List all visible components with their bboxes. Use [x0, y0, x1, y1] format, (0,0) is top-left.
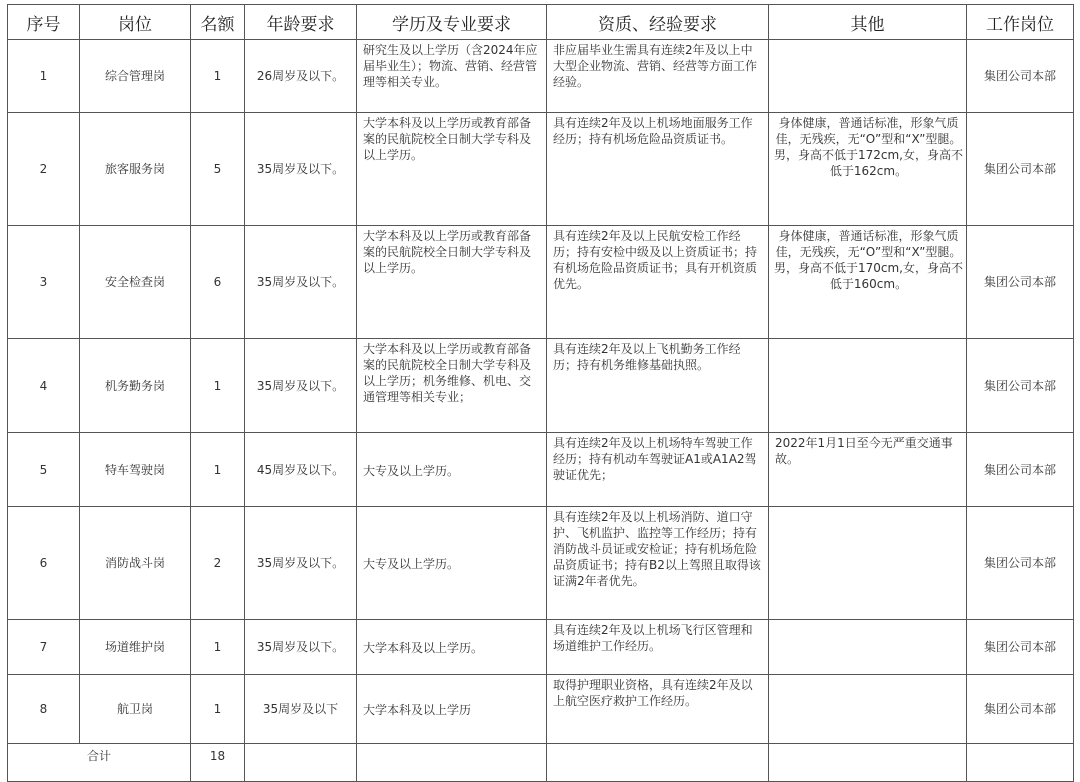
cell-education: 大学本科及以上学历或教育部备案的民航院校全日制大学专科及以上学历。 [357, 113, 547, 226]
cell-no: 6 [8, 507, 80, 620]
cell-count: 1 [191, 620, 245, 675]
cell-experience: 具有连续2年及以上民航安检工作经历；持有安检中级及以上资质证书；持有机场危险品资质证书；具有开机资质优先。 [547, 226, 769, 339]
cell-education: 研究生及以上学历（含2024年应届毕业生）；物流、营销、经营管理等相关专业。 [357, 40, 547, 113]
table-row [8, 507, 1074, 620]
cell-location: 集团公司本部 [967, 226, 1074, 339]
cell-education: 大学本科及以上学历或教育部备案的民航院校全日制大学专科及以上学历。 [357, 226, 547, 339]
cell-count: 5 [191, 113, 245, 226]
header-post: 岗位 [80, 5, 191, 40]
table-row [8, 226, 1074, 339]
table-row [8, 675, 1074, 744]
header-education: 学历及专业要求 [357, 5, 547, 40]
cell-no: 8 [8, 675, 80, 744]
cell-post: 综合管理岗 [80, 40, 191, 113]
total-row [8, 744, 1074, 782]
cell-experience: 具有连续2年及以上机场特车驾驶工作经历；持有机动车驾驶证A1或A1A2驾驶证优先； [547, 433, 769, 507]
cell-age: 35周岁及以下。 [245, 620, 357, 675]
cell-other [769, 675, 967, 744]
cell-experience: 取得护理职业资格，具有连续2年及以上航空医疗救护工作经历。 [547, 675, 769, 744]
cell-age: 35周岁及以下。 [245, 339, 357, 433]
cell-other [769, 339, 967, 433]
cell-education: 大专及以上学历。 [357, 507, 547, 620]
cell-count: 2 [191, 507, 245, 620]
recruitment-table [7, 4, 1074, 782]
cell-other: 身体健康，普通话标准，形象气质佳，无残疾，无“O”型和“X”型腿。男，身高不低于172cm,女，身高不低于162cm。 [769, 113, 967, 226]
header-other: 其他 [769, 5, 967, 40]
cell-education: 大学本科及以上学历。 [357, 620, 547, 675]
cell-no: 4 [8, 339, 80, 433]
empty-cell [357, 744, 547, 782]
cell-education: 大学本科及以上学历 [357, 675, 547, 744]
cell-location: 集团公司本部 [967, 40, 1074, 113]
cell-post: 航卫岗 [80, 675, 191, 744]
cell-experience: 具有连续2年及以上机场消防、道口守护、飞机监护、监控等工作经历；持有消防战斗员证或安检证；持有机场危险品资质证书；持有B2以上驾照且取得该证满2年者优先。 [547, 507, 769, 620]
cell-count: 1 [191, 675, 245, 744]
cell-age: 26周岁及以下。 [245, 40, 357, 113]
cell-count: 1 [191, 339, 245, 433]
cell-other [769, 507, 967, 620]
cell-no: 1 [8, 40, 80, 113]
cell-count: 1 [191, 433, 245, 507]
cell-count: 6 [191, 226, 245, 339]
empty-cell [547, 744, 769, 782]
header-row [8, 5, 1074, 40]
cell-age: 35周岁及以下。 [245, 507, 357, 620]
cell-education: 大学本科及以上学历或教育部备案的民航院校全日制大学专科及以上学历；机务维修、机电、交通管理等相关专业； [357, 339, 547, 433]
header-no: 序号 [8, 5, 80, 40]
cell-post: 旅客服务岗 [80, 113, 191, 226]
table-row [8, 620, 1074, 675]
total-label: 合计 [8, 744, 191, 782]
header-age: 年龄要求 [245, 5, 357, 40]
cell-post: 机务勤务岗 [80, 339, 191, 433]
cell-experience: 具有连续2年及以上机场飞行区管理和场道维护工作经历。 [547, 620, 769, 675]
cell-other: 身体健康，普通话标准，形象气质佳，无残疾，无“O”型和“X”型腿。男，身高不低于170cm,女，身高不低于160cm。 [769, 226, 967, 339]
cell-location: 集团公司本部 [967, 113, 1074, 226]
table-row [8, 339, 1074, 433]
cell-post: 消防战斗岗 [80, 507, 191, 620]
table-row [8, 113, 1074, 226]
header-count: 名额 [191, 5, 245, 40]
cell-no: 7 [8, 620, 80, 675]
cell-post: 安全检查岗 [80, 226, 191, 339]
header-experience: 资质、经验要求 [547, 5, 769, 40]
cell-post: 场道维护岗 [80, 620, 191, 675]
cell-location: 集团公司本部 [967, 507, 1074, 620]
cell-age: 45周岁及以下。 [245, 433, 357, 507]
empty-cell [245, 744, 357, 782]
table-row [8, 433, 1074, 507]
cell-no: 5 [8, 433, 80, 507]
cell-location: 集团公司本部 [967, 620, 1074, 675]
table-row [8, 40, 1074, 113]
cell-other: 2022年1月1日至今无严重交通事故。 [769, 433, 967, 507]
cell-experience: 具有连续2年及以上飞机勤务工作经历；持有机务维修基础执照。 [547, 339, 769, 433]
empty-cell [769, 744, 967, 782]
cell-location: 集团公司本部 [967, 339, 1074, 433]
cell-post: 特车驾驶岗 [80, 433, 191, 507]
cell-location: 集团公司本部 [967, 675, 1074, 744]
cell-experience: 具有连续2年及以上机场地面服务工作经历；持有机场危险品资质证书。 [547, 113, 769, 226]
cell-other [769, 40, 967, 113]
empty-cell [967, 744, 1074, 782]
cell-no: 2 [8, 113, 80, 226]
cell-location: 集团公司本部 [967, 433, 1074, 507]
cell-no: 3 [8, 226, 80, 339]
cell-other [769, 620, 967, 675]
cell-education: 大专及以上学历。 [357, 433, 547, 507]
total-count: 18 [191, 744, 245, 782]
cell-age: 35周岁及以下。 [245, 226, 357, 339]
cell-experience: 非应届毕业生需具有连续2年及以上中大型企业物流、营销、经营等方面工作经验。 [547, 40, 769, 113]
header-location: 工作岗位 [967, 5, 1074, 40]
cell-count: 1 [191, 40, 245, 113]
cell-age: 35周岁及以下 [245, 675, 357, 744]
cell-age: 35周岁及以下。 [245, 113, 357, 226]
